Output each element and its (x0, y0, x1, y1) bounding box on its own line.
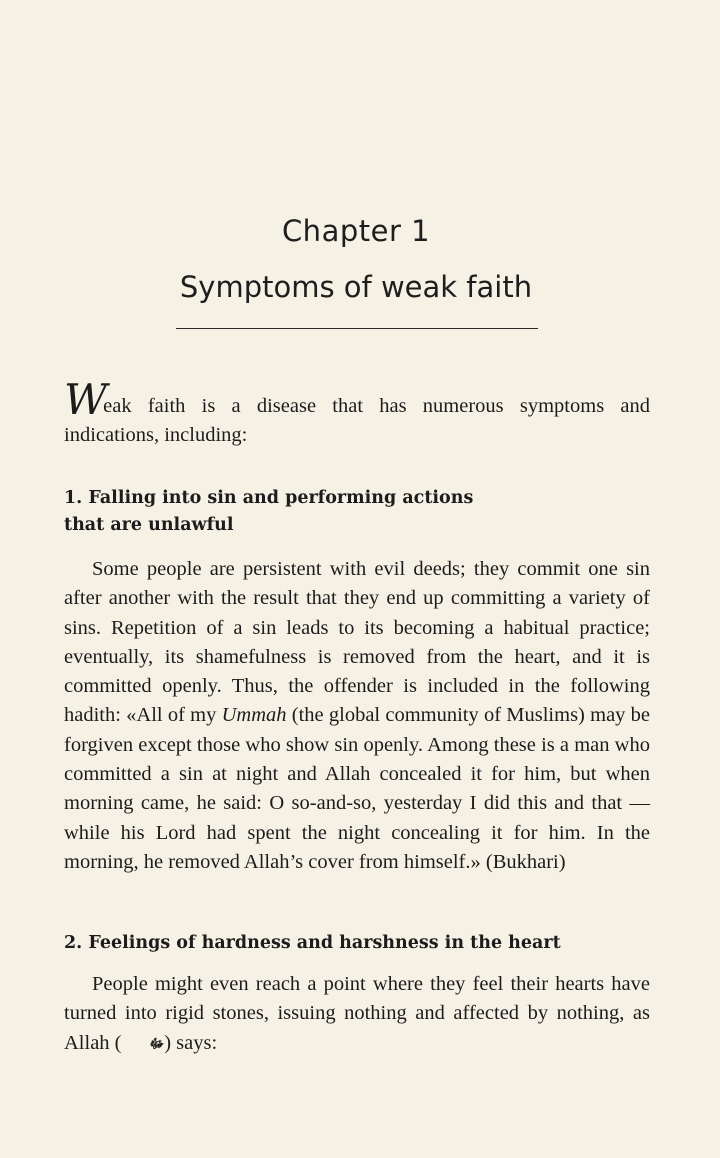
honorific-symbol: ﷻ (149, 1035, 165, 1051)
chapter-title: Symptoms of weak faith (179, 270, 533, 304)
section-2-text-b: ) says: (164, 1031, 218, 1054)
section-heading-2: 2. Feelings of hardness and harshness in the heart (64, 933, 561, 953)
section-heading-1 (64, 485, 664, 539)
section-1-text-b: (the global community of Muslims) may be forgiven except those who show sin openly. Among these is a man who committed a sin at night and Allah concealed it for him, but when morning came, he said: O so-and-so, yesterday I did this and that — while his Lord had spent the night concealing it for him. In the morning, he removed Allah’s cover from himself.» (Bukhari) (64, 704, 651, 873)
section-heading-1-line2: that are unlawful (64, 515, 234, 535)
title-divider (176, 328, 538, 329)
intro-text: eak faith is a disease that has numerous symptoms and indications, including: (64, 395, 650, 447)
section-1-paragraph (64, 555, 650, 877)
drop-cap: W (64, 375, 104, 424)
section-2-paragraph (64, 970, 650, 1058)
section-heading-1-line1: 1. Falling into sin and performing actions (64, 488, 474, 508)
intro-paragraph (64, 375, 650, 451)
section-1-italic-term: Ummah (221, 704, 287, 727)
section-1-text-a: Some people are persistent with evil deeds; they commit one sin after another with the result that they end up committing a variety of sins. Repetition of a sin leads to its becoming a habitual practice; eventually, its shamefulness is removed from the heart, and it is committed openly. Thus, the offender is included in the following hadith: «All of my (64, 558, 650, 727)
chapter-number: Chapter 1 (281, 214, 431, 248)
section-2-text-a: People might even reach a point where they feel their hearts have turned into rigid stones, issuing nothing and affected by nothing, as Allah ( (64, 973, 650, 1054)
